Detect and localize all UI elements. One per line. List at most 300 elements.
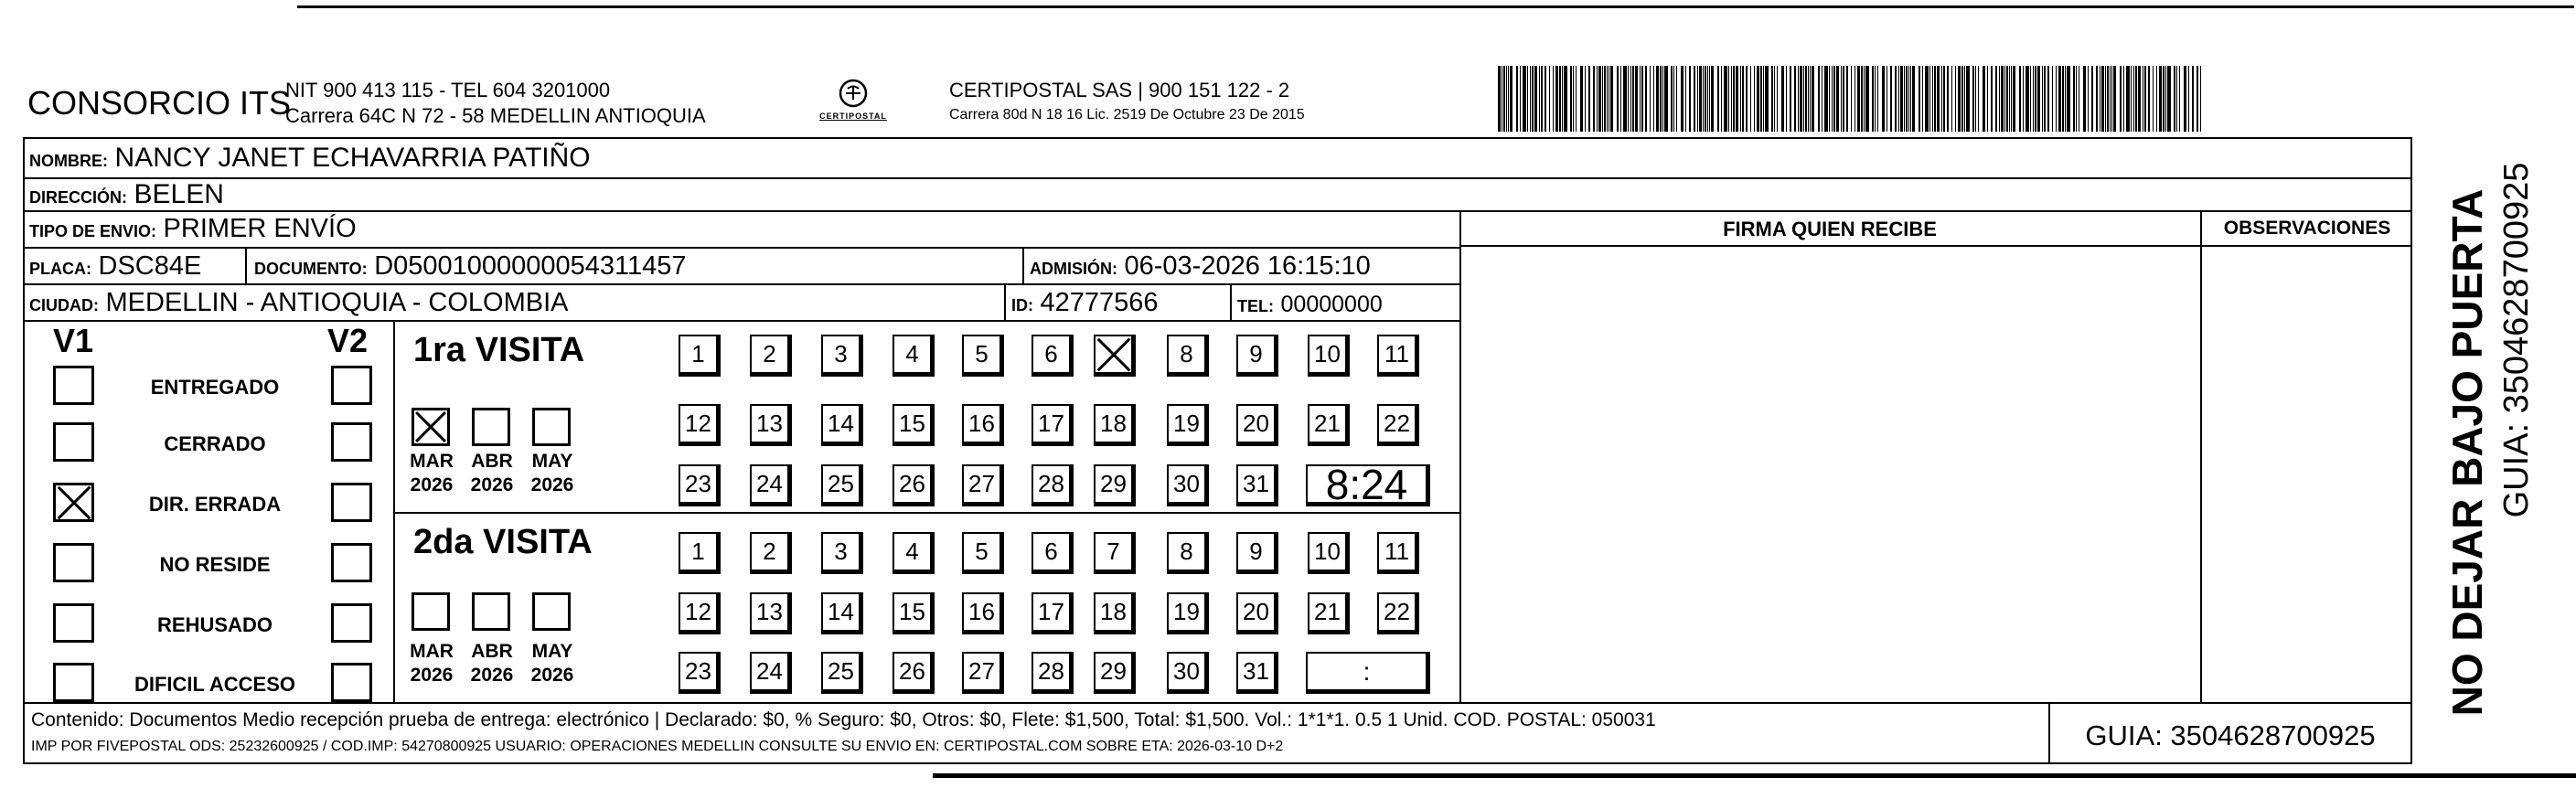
placa-label: PLACA: <box>29 260 91 278</box>
barcode-bar <box>1685 66 1686 132</box>
barcode-bar <box>1711 66 1714 132</box>
barcode-bar <box>2091 66 2093 132</box>
barcode-bar <box>1570 66 1572 132</box>
day-box[interactable]: 26 <box>893 652 935 694</box>
admision-label: ADMISIÓN: <box>1030 260 1117 278</box>
barcode-bar <box>1919 66 1920 132</box>
month-label <box>523 640 582 687</box>
day-box[interactable] <box>1094 335 1136 377</box>
day-box[interactable]: 1 <box>679 532 721 574</box>
barcode-bar <box>1995 66 1997 132</box>
barcode-bar <box>1623 66 1627 132</box>
barcode-bar <box>2188 66 2189 132</box>
barcode-bar <box>1861 66 1863 132</box>
day-box[interactable]: 27 <box>962 464 1004 506</box>
barcode-bar <box>2088 66 2089 132</box>
barcode-bar <box>1765 66 1769 132</box>
barcode-bar <box>1925 66 1929 132</box>
v2-checkbox[interactable] <box>331 422 372 462</box>
admision-row <box>1030 251 1371 282</box>
barcode-bar <box>2165 66 2166 132</box>
barcode-bar <box>1836 66 1839 132</box>
day-box[interactable]: 30 <box>1167 464 1209 506</box>
barcode-bar <box>2131 66 2132 132</box>
barcode-bar <box>2101 66 2104 132</box>
v1-checkbox[interactable] <box>53 422 94 462</box>
month-label <box>463 640 521 687</box>
day-box[interactable]: 8 <box>1167 532 1209 574</box>
barcode-bar <box>1906 66 1908 132</box>
company-nit: NIT 900 413 115 - TEL 604 3201000 <box>285 79 611 101</box>
barcode-bar <box>1632 66 1634 132</box>
barcode-bar <box>1620 66 1621 132</box>
barcode-bar <box>1516 66 1518 132</box>
barcode-bar <box>1760 66 1762 132</box>
barcode-bar <box>1757 66 1759 132</box>
barcode-bar <box>1910 66 1911 132</box>
barcode-bar <box>1740 66 1741 132</box>
barcode <box>1498 66 2202 132</box>
id-value: 42777566 <box>1040 288 1159 317</box>
barcode-bar <box>1991 66 1993 132</box>
day-box[interactable]: 25 <box>821 652 863 694</box>
barcode-bar <box>2030 66 2031 132</box>
barcode-bar <box>1628 66 1629 132</box>
day-box[interactable]: 13 <box>750 404 792 446</box>
footer-imp: IMP POR FIVEPOSTAL ODS: 25232600925 / COD.IMP: 54270800925 USUARIO: OPERACIONES MEDELLIN CONSULTE SU ENVIO EN: CERTIPOSTAL.COM SOBRE ETA: 2026-03-10 D+2 <box>31 739 1284 754</box>
month-name: ABR <box>471 641 513 662</box>
barcode-bar <box>1818 66 1820 132</box>
barcode-bar <box>1520 66 1521 132</box>
barcode-bar <box>1824 66 1828 132</box>
day-box[interactable]: 18 <box>1094 404 1136 446</box>
barcode-bar <box>1851 66 1852 132</box>
day-box[interactable]: 18 <box>1094 592 1136 634</box>
barcode-bar <box>2067 66 2070 132</box>
barcode-bar <box>1508 66 1509 132</box>
barcode-bar <box>1523 66 1526 132</box>
barcode-bar <box>1750 66 1751 132</box>
barcode-bar <box>1865 66 1869 132</box>
day-box[interactable]: 17 <box>1031 404 1074 446</box>
footer-content: Contenido: Documentos Medio recepción prueba de entrega: electrónico | Declarado: $0, % Seguro: $0, Otros: $0, Flete: $1,500, Total: $1,500. Vol.: 1*1*1. 0.5 1 Unid. COD. POSTAL: 050031 <box>31 709 1656 730</box>
barcode-bar <box>2156 66 2157 132</box>
day-box[interactable]: 31 <box>1236 464 1278 506</box>
month-name: ABR <box>471 451 513 472</box>
barcode-bar <box>1604 66 1606 132</box>
barcode-bar <box>1890 66 1892 132</box>
barcode-bar <box>1877 66 1878 132</box>
month-name: MAR <box>410 641 454 662</box>
status-label: NO RESIDE <box>159 553 271 576</box>
barcode-bar <box>1573 66 1574 132</box>
day-box[interactable]: 31 <box>1236 652 1278 694</box>
day-box[interactable]: 21 <box>1308 404 1350 446</box>
v2-checkbox[interactable] <box>331 483 372 522</box>
day-box[interactable]: 20 <box>1236 404 1278 446</box>
v2-checkbox[interactable] <box>331 366 372 405</box>
nombre-label: NOMBRE: <box>29 152 108 170</box>
barcode-bar <box>1597 66 1598 132</box>
barcode-bar <box>2058 66 2061 132</box>
time-box[interactable]: : <box>1306 652 1430 694</box>
day-box[interactable]: 11 <box>1377 335 1419 377</box>
barcode-bar <box>1506 66 1507 132</box>
day-box[interactable]: 15 <box>893 404 935 446</box>
barcode-bar <box>1763 66 1764 132</box>
barcode-bar <box>1898 66 1899 132</box>
day-box[interactable]: 5 <box>962 532 1004 574</box>
barcode-bar <box>2174 66 2175 132</box>
barcode-bar <box>1771 66 1773 132</box>
barcode-bar <box>1707 66 1708 132</box>
barcode-bar <box>1790 66 1791 132</box>
col-divider <box>2200 210 2202 702</box>
day-box[interactable]: 23 <box>679 652 721 694</box>
barcode-bar <box>1774 66 1775 132</box>
barcode-bar <box>2019 66 2021 132</box>
barcode-bar <box>1607 66 1608 132</box>
month-checkbox[interactable] <box>532 592 571 631</box>
barcode-bar <box>1645 66 1647 132</box>
barcode-bar <box>1602 66 1603 132</box>
day-box[interactable]: 27 <box>962 652 1004 694</box>
day-box[interactable]: 22 <box>1377 404 1419 446</box>
v1-checkbox[interactable] <box>53 543 94 582</box>
row-divider <box>23 247 1460 249</box>
day-box[interactable]: 14 <box>821 592 863 634</box>
day-box[interactable]: 16 <box>962 404 1004 446</box>
barcode-bar <box>1843 66 1844 132</box>
month-label <box>523 450 582 497</box>
logo-text: CERTIPOSTAL <box>819 112 887 121</box>
barcode-bar <box>1731 66 1732 132</box>
barcode-bar <box>1943 66 1945 132</box>
tel-row <box>1237 290 1383 318</box>
day-box[interactable]: 19 <box>1167 404 1209 446</box>
day-box[interactable]: 30 <box>1167 652 1209 694</box>
firma-header: FIRMA QUIEN RECIBE <box>1723 218 1937 240</box>
day-box[interactable]: 16 <box>962 592 1004 634</box>
top-scan-line <box>297 5 2574 8</box>
day-box[interactable]: 26 <box>893 464 935 506</box>
second-visit-title: 2da VISITA <box>413 523 593 561</box>
barcode-bar <box>1964 66 1965 132</box>
documento-row <box>254 251 687 282</box>
barcode-bar <box>2065 66 2066 132</box>
barcode-bar <box>1812 66 1814 132</box>
barcode-bar <box>1961 66 1963 132</box>
day-box[interactable]: 3 <box>821 335 863 377</box>
barcode-bar <box>1635 66 1638 132</box>
status-label: REHUSADO <box>157 613 273 636</box>
barcode-bar <box>2197 66 2198 132</box>
observaciones-header: OBSERVACIONES <box>2223 218 2391 239</box>
barcode-bar <box>1999 66 2000 132</box>
day-box[interactable]: 24 <box>750 652 792 694</box>
barcode-bar <box>1908 66 1909 132</box>
day-box[interactable]: 19 <box>1167 592 1209 634</box>
barcode-bar <box>2037 66 2040 132</box>
barcode-bar <box>2107 66 2109 132</box>
certipostal-logo <box>812 77 894 132</box>
barcode-bar <box>1810 66 1811 132</box>
v1-checkbox[interactable] <box>53 366 94 405</box>
barcode-bar <box>1534 66 1537 132</box>
barcode-bar <box>1585 66 1586 132</box>
day-box[interactable]: 6 <box>1031 532 1074 574</box>
id-row <box>1011 288 1159 318</box>
barcode-bar <box>1555 66 1558 132</box>
barcode-bar <box>1598 66 1601 132</box>
tel-value: 00000000 <box>1280 292 1383 317</box>
barcode-bar <box>1934 66 1936 132</box>
barcode-bar <box>1559 66 1561 132</box>
barcode-bar <box>1904 66 1905 132</box>
day-box[interactable]: 12 <box>679 592 721 634</box>
day-box[interactable]: 21 <box>1308 592 1350 634</box>
barcode-bar <box>1742 66 1744 132</box>
day-box[interactable]: 20 <box>1236 592 1278 634</box>
barcode-bar <box>1545 66 1546 132</box>
direccion-label: DIRECCIÓN: <box>29 188 127 207</box>
month-name: MAY <box>531 451 573 472</box>
ciudad-label: CIUDAD: <box>29 296 99 314</box>
day-box[interactable]: 13 <box>750 592 792 634</box>
barcode-bar <box>2163 66 2164 132</box>
v2-checkbox[interactable] <box>331 543 372 582</box>
barcode-bar <box>1593 66 1595 132</box>
barcode-bar <box>1798 66 1799 132</box>
barcode-bar <box>1912 66 1915 132</box>
tipo-row <box>29 214 357 244</box>
barcode-bar <box>1689 66 1691 132</box>
barcode-bar <box>1676 66 1677 132</box>
barcode-bar <box>2159 66 2162 132</box>
month-checkbox[interactable] <box>532 408 571 446</box>
barcode-bar <box>2135 66 2137 132</box>
barcode-bar <box>2062 66 2064 132</box>
company-name: CONSORCIO ITS <box>27 84 292 122</box>
barcode-bar <box>1736 66 1738 132</box>
status-label: DIFICIL ACCESO <box>134 673 295 696</box>
month-checkbox[interactable] <box>412 592 450 631</box>
side-warning: NO DEJAR BAJO PUERTA <box>2443 188 2491 717</box>
barcode-bar <box>1966 66 1970 132</box>
barcode-bar <box>2013 66 2015 132</box>
v1-checkbox[interactable] <box>53 603 94 643</box>
month-label <box>463 450 521 497</box>
barcode-bar <box>2023 66 2024 132</box>
col-divider <box>1022 247 1024 283</box>
barcode-bar <box>1841 66 1842 132</box>
documento-value: D05001000000054311457 <box>374 251 687 281</box>
month-checkbox[interactable] <box>472 408 510 446</box>
barcode-bar <box>1671 66 1673 132</box>
day-box[interactable]: 25 <box>821 464 863 506</box>
day-box[interactable]: 2 <box>750 335 792 377</box>
v2-heading: V2 <box>327 322 369 359</box>
day-box[interactable]: 28 <box>1031 464 1074 506</box>
barcode-bar <box>1937 66 1940 132</box>
barcode-bar <box>1777 66 1778 132</box>
barcode-bar <box>2047 66 2049 132</box>
day-box[interactable]: 2 <box>750 532 792 574</box>
barcode-bar <box>1610 66 1613 132</box>
barcode-bar <box>1641 66 1643 132</box>
certipostal-name: CERTIPOSTAL SAS | 900 151 122 - 2 <box>949 79 1290 101</box>
barcode-bar <box>1530 66 1531 132</box>
day-box[interactable]: 29 <box>1094 652 1136 694</box>
day-box[interactable]: 24 <box>750 464 792 506</box>
barcode-bar <box>1857 66 1860 132</box>
day-box[interactable]: 4 <box>893 532 935 574</box>
v2-checkbox[interactable] <box>331 663 372 702</box>
barcode-bar <box>2076 66 2077 132</box>
day-box[interactable]: 12 <box>679 404 721 446</box>
barcode-bar <box>2042 66 2043 132</box>
barcode-bar <box>2120 66 2122 132</box>
day-box[interactable]: 10 <box>1308 335 1350 377</box>
barcode-bar <box>1955 66 1956 132</box>
admision-value: 06-03-2026 16:15:10 <box>1124 251 1371 281</box>
barcode-bar <box>2006 66 2008 132</box>
barcode-bar <box>1660 66 1662 132</box>
barcode-bar <box>1803 66 1804 132</box>
day-box[interactable]: 10 <box>1308 532 1350 574</box>
barcode-bar <box>1705 66 1706 132</box>
barcode-bar <box>1929 66 1930 132</box>
month-checkbox[interactable] <box>472 592 510 631</box>
id-label: ID: <box>1011 296 1033 314</box>
row-divider <box>1459 245 2412 247</box>
day-box[interactable]: 3 <box>821 532 863 574</box>
barcode-bar <box>1805 66 1807 132</box>
barcode-bar <box>2110 66 2111 132</box>
day-box[interactable]: 23 <box>679 464 721 506</box>
col-divider <box>1459 210 1461 702</box>
status-label: CERRADO <box>164 432 266 455</box>
barcode-bar <box>1864 66 1865 132</box>
tipo-label: TIPO DE ENVIO: <box>29 222 157 240</box>
barcode-bar <box>2001 66 2004 132</box>
row-divider <box>23 702 2094 704</box>
placa-value: DSC84E <box>98 251 202 281</box>
month-year: 2026 <box>410 474 454 495</box>
month-year: 2026 <box>530 474 574 495</box>
barcode-bar <box>1503 66 1505 132</box>
barcode-bar <box>2044 66 2046 132</box>
row-divider <box>23 177 2412 179</box>
direccion-row <box>29 179 224 210</box>
barcode-bar <box>2200 66 2201 132</box>
bottom-scan-line <box>933 773 2576 778</box>
barcode-bar <box>1662 66 1663 132</box>
barcode-bar <box>1932 66 1933 132</box>
barcode-bar <box>2138 66 2141 132</box>
barcode-bar <box>1553 66 1554 132</box>
day-box[interactable]: 7 <box>1094 532 1136 574</box>
status-label: ENTREGADO <box>150 376 280 399</box>
barcode-bar <box>2035 66 2036 132</box>
nombre-row <box>29 143 591 174</box>
barcode-bar <box>1694 66 1695 132</box>
documento-label: DOCUMENTO: <box>254 260 368 278</box>
barcode-bar <box>1724 66 1727 132</box>
barcode-bar <box>1580 66 1583 132</box>
barcode-bar <box>1754 66 1755 132</box>
v2-checkbox[interactable] <box>331 603 372 643</box>
barcode-bar <box>1699 66 1702 132</box>
barcode-bar <box>1808 66 1809 132</box>
month-checkbox[interactable] <box>412 408 450 446</box>
tipo-value: PRIMER ENVÍO <box>163 214 357 243</box>
barcode-bar <box>1978 66 1979 132</box>
day-box[interactable]: 22 <box>1377 592 1419 634</box>
day-box[interactable]: 1 <box>679 335 721 377</box>
barcode-bar <box>1717 66 1719 132</box>
row-divider <box>23 210 2412 212</box>
day-box[interactable]: 5 <box>962 335 1004 377</box>
barcode-bar <box>1673 66 1674 132</box>
barcode-bar <box>2073 66 2075 132</box>
month-label <box>402 450 461 497</box>
day-box[interactable]: 4 <box>893 335 935 377</box>
barcode-bar <box>1872 66 1874 132</box>
barcode-bar <box>1922 66 1923 132</box>
col-divider <box>1004 283 1006 320</box>
barcode-bar <box>2184 66 2186 132</box>
v1-checkbox[interactable] <box>53 663 94 702</box>
month-name: MAY <box>531 641 573 662</box>
barcode-bar <box>1697 66 1698 132</box>
day-box[interactable]: 8 <box>1167 335 1209 377</box>
barcode-bar <box>2176 66 2177 132</box>
status-label: DIR. ERRADA <box>148 493 282 516</box>
placa-row <box>29 251 201 282</box>
barcode-bar <box>1640 66 1641 132</box>
day-box[interactable]: 9 <box>1236 335 1278 377</box>
barcode-bar <box>1588 66 1590 132</box>
barcode-bar <box>2083 66 2086 132</box>
barcode-bar <box>1781 66 1784 132</box>
day-box[interactable]: 29 <box>1094 464 1136 506</box>
day-box[interactable]: 9 <box>1236 532 1278 574</box>
barcode-bar <box>2011 66 2012 132</box>
barcode-bar <box>1975 66 1976 132</box>
month-year: 2026 <box>470 665 514 686</box>
barcode-bar <box>1549 66 1550 132</box>
month-year: 2026 <box>470 474 514 495</box>
barcode-bar <box>1941 66 1942 132</box>
barcode-bar <box>1617 66 1619 132</box>
day-box[interactable]: 6 <box>1031 335 1074 377</box>
day-box[interactable]: 17 <box>1031 592 1074 634</box>
barcode-bar <box>1656 66 1659 132</box>
day-box[interactable]: 15 <box>893 592 935 634</box>
month-year: 2026 <box>530 665 574 686</box>
barcode-bar <box>2192 66 2194 132</box>
barcode-bar <box>2148 66 2150 132</box>
barcode-bar <box>2004 66 2005 132</box>
nombre-value: NANCY JANET ECHAVARRIA PATIÑO <box>114 143 591 173</box>
col-divider <box>1230 283 1232 320</box>
v1-checkbox[interactable] <box>53 483 94 522</box>
day-box[interactable]: 14 <box>821 404 863 446</box>
day-box[interactable]: 28 <box>1031 652 1074 694</box>
day-box[interactable]: 11 <box>1377 532 1419 574</box>
time-box[interactable]: 8:24 <box>1306 464 1430 506</box>
